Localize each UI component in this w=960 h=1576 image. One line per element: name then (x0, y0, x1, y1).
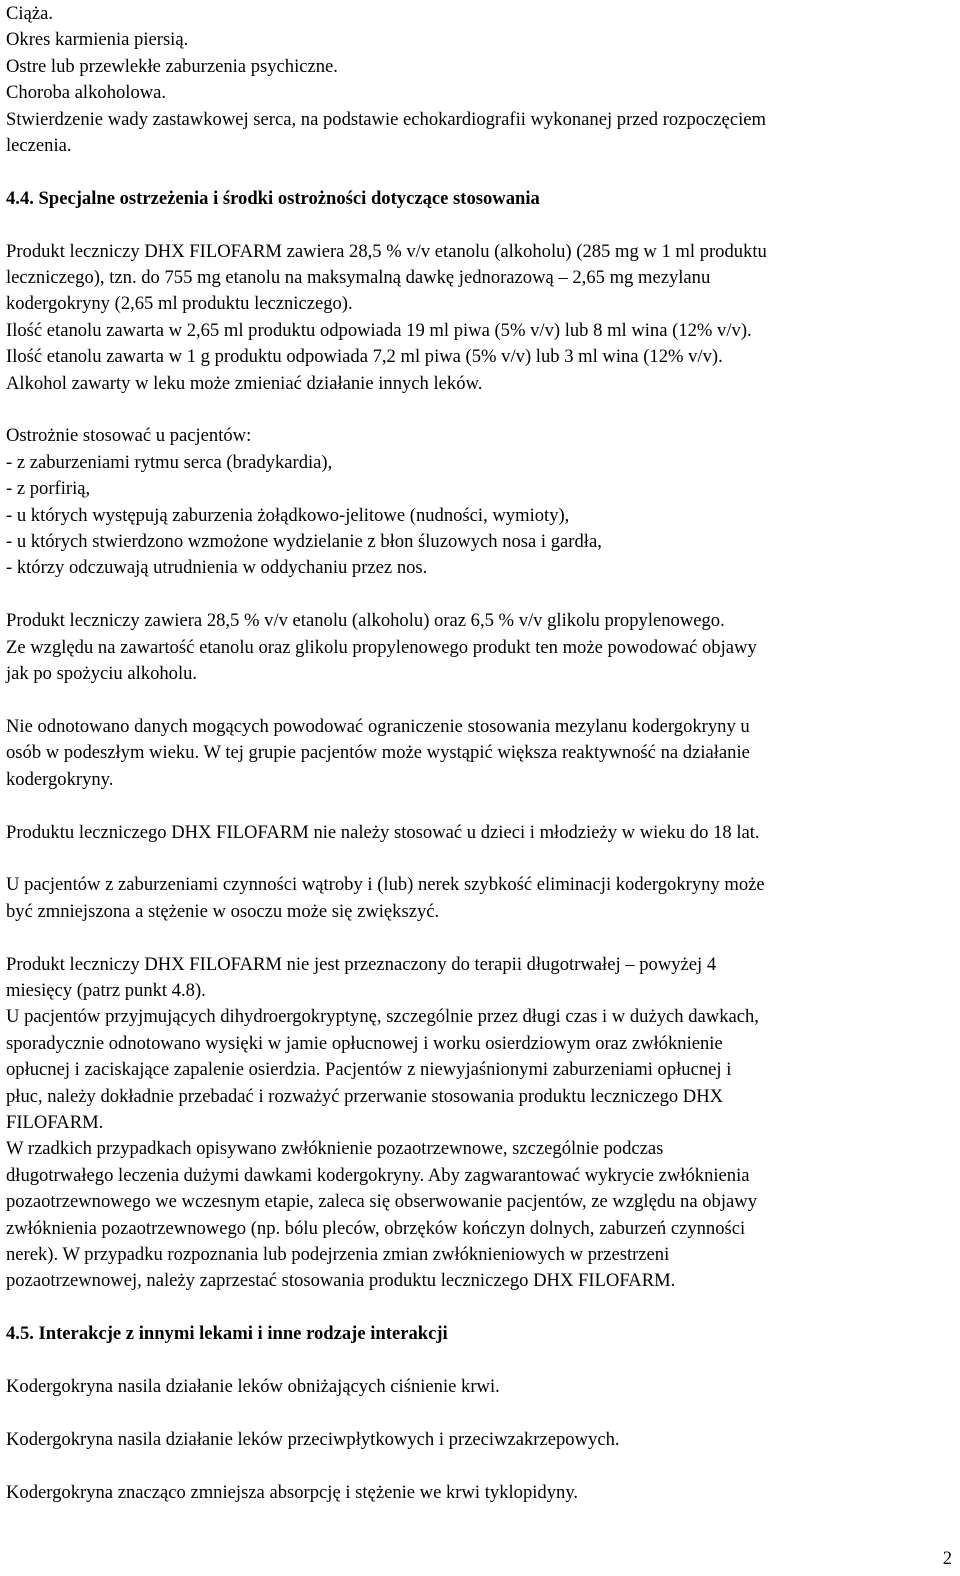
section-4-5-heading: 4.5. Interakcje z innymi lekami i inne rodzaje interakcji (6, 1323, 448, 1345)
paragraph-line: nerek). W przypadku rozpoznania lub podejrzenia zmian zwłóknieniowych w przestrzeni (6, 1243, 670, 1265)
caution-intro: Ostrożnie stosować u pacjentów: (6, 425, 252, 447)
paragraph-line: Produktu leczniczego DHX FILOFARM nie należy stosować u dzieci i młodzieży w wieku do 18 lat. (6, 821, 760, 843)
contraindications-list (6, 1, 946, 159)
paragraph-line: Ilość etanolu zawarta w 1 g produktu odpowiada 7,2 ml piwa (5% v/v) lub 3 ml wina (12% v/v). (6, 346, 723, 368)
paragraph-line: Nie odnotowano danych mogących powodować ograniczenie stosowania mezylanu kodergokryny u (6, 715, 750, 737)
ethanol-content-paragraph (6, 239, 946, 397)
contraindication-line: leczenia. (6, 135, 72, 157)
document-page (6, 1, 946, 1506)
interaction-item: Kodergokryna nasila działanie leków obniżających ciśnienie krwi. (6, 1375, 500, 1397)
paragraph-line: Ilość etanolu zawarta w 2,65 ml produktu odpowiada 19 ml piwa (5% v/v) lub 8 ml wina (12% v/v). (6, 319, 752, 341)
paragraph-line: pozaotrzewnowego we wczesnym etapie, zaleca się obserwowanie pacjentów, ze względu na objawy (6, 1191, 757, 1213)
contraindication-line: Stwierdzenie wady zastawkowej serca, na podstawie echokardiografii wykonanej przed rozpoczęciem (6, 108, 766, 130)
paragraph-line: sporadycznie odnotowano wysięki w jamie opłucnowej i worku osierdziowym oraz zwłóknienie (6, 1032, 723, 1054)
paragraph-line: miesięcy (patrz punkt 4.8). (6, 979, 206, 1001)
caution-item: - u których występują zaburzenia żołądkowo-jelitowe (nudności, wymioty), (6, 504, 570, 526)
contraindication-line: Okres karmienia piersią. (6, 29, 189, 51)
propylene-glycol-paragraph (6, 608, 946, 687)
paragraph-line: pozaotrzewnowej, należy zaprzestać stosowania produktu leczniczego DHX FILOFARM. (6, 1270, 676, 1292)
paragraph-line: Produkt leczniczy zawiera 28,5 % v/v etanolu (alkoholu) oraz 6,5 % v/v glikolu propylenowego. (6, 610, 725, 632)
paragraph-line: leczniczego), tzn. do 755 mg etanolu na maksymalną dawkę jednorazową – 2,65 mg mezylanu (6, 267, 711, 289)
children-paragraph (6, 820, 946, 846)
contraindication-line: Choroba alkoholowa. (6, 82, 167, 104)
paragraph-line: opłucnej i zaciskające zapalenie osierdzia. Pacjentów z niewyjaśnionymi zaburzeniami opłucnej i (6, 1059, 732, 1081)
paragraph-line: kodergokryny. (6, 768, 114, 790)
contraindication-line: Ciąża. (6, 3, 53, 24)
caution-item: - u których stwierdzono wzmożone wydzielanie z błon śluzowych nosa i gardła, (6, 531, 602, 553)
paragraph-line: płuc, należy dokładnie przebadać i rozważyć przerwanie stosowania produktu leczniczego DHX (6, 1085, 724, 1107)
caution-item: - którzy odczuwają utrudnienia w oddychaniu przez nos. (6, 557, 428, 579)
paragraph-line: Produkt leczniczy DHX FILOFARM nie jest przeznaczony do terapii długotrwałej – powyżej 4 (6, 953, 717, 975)
hepatic-renal-paragraph (6, 872, 946, 925)
contraindication-line: Ostre lub przewlekłe zaburzenia psychiczne. (6, 55, 338, 77)
paragraph-line: zwłóknienia pozaotrzewnowego (np. bólu pleców, obrzęków kończyn dolnych, zaburzeń czynności (6, 1217, 746, 1239)
paragraph-line: U pacjentów przyjmujących dihydroergokryptynę, szczególnie przez długi czas i w dużych dawkach, (6, 1006, 759, 1028)
interaction-item: Kodergokryna znacząco zmniejsza absorpcję i stężenie we krwi tyklopidyny. (6, 1481, 579, 1503)
paragraph-line: kodergokryny (2,65 ml produktu leczniczego). (6, 293, 353, 315)
caution-list (6, 423, 946, 581)
paragraph-line: osób w podeszłym wieku. W tej grupie pacjentów może wystąpić większa reaktywność na działanie (6, 742, 750, 764)
elderly-paragraph (6, 714, 946, 793)
paragraph-line: Ze względu na zawartość etanolu oraz glikolu propylenowego produkt ten może powodować objawy (6, 636, 757, 658)
paragraph-line: FILOFARM. (6, 1111, 104, 1133)
paragraph-line: Alkohol zawarty w leku może zmieniać działanie innych leków. (6, 372, 483, 394)
page-number: 2 (942, 1547, 952, 1569)
paragraph-line: jak po spożyciu alkoholu. (6, 663, 198, 685)
paragraph-line: Produkt leczniczy DHX FILOFARM zawiera 28,5 % v/v etanolu (alkoholu) (285 mg w 1 ml produktu (6, 240, 767, 262)
caution-item: - z porfirią, (6, 478, 91, 500)
interaction-item: Kodergokryna nasila działanie leków przeciwpłytkowych i przeciwzakrzepowych. (6, 1428, 620, 1450)
caution-item: - z zaburzeniami rytmu serca (bradykardia), (6, 451, 333, 473)
paragraph-line: długotrwałego leczenia dużymi dawkami kodergokryny. Aby zagwarantować wykrycie zwłóknienia (6, 1164, 750, 1186)
section-4-4-heading: 4.4. Specjalne ostrzeżenia i środki ostrożności dotyczące stosowania (6, 187, 540, 209)
long-term-therapy-paragraph (6, 952, 946, 1295)
paragraph-line: W rzadkich przypadkach opisywano zwłóknienie pozaotrzewnowe, szczególnie podczas (6, 1138, 664, 1160)
paragraph-line: być zmniejszona a stężenie w osoczu może się zwiększyć. (6, 900, 440, 922)
paragraph-line: U pacjentów z zaburzeniami czynności wątroby i (lub) nerek szybkość eliminacji kodergokryny może (6, 874, 765, 896)
